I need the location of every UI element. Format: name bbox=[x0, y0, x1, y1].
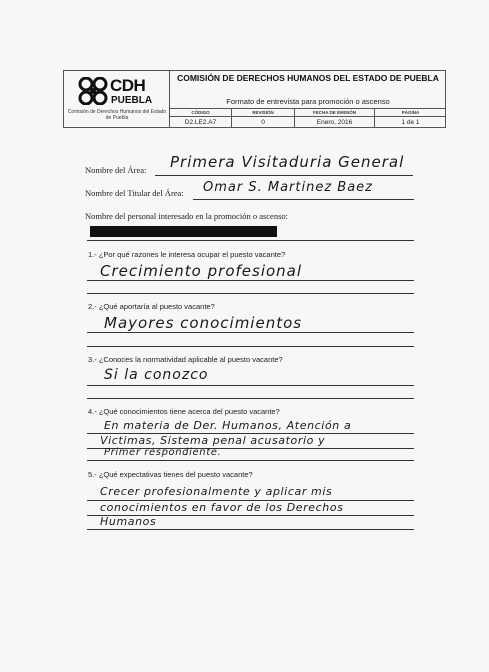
document-subtitle: Formato de entrevista para promoción o ascenso bbox=[226, 97, 390, 106]
answer-2-rule-1 bbox=[87, 332, 414, 333]
logo-cell bbox=[64, 71, 170, 127]
answer-1-line-1: Crecimiento profesional bbox=[100, 262, 303, 280]
answer-3-line-1: Si la conozco bbox=[104, 367, 209, 383]
meta-codigo-value: D2.LE2.A7 bbox=[184, 119, 217, 126]
logo-caption: Comisión de Derechos Humanos del Estado de Puebla bbox=[67, 109, 167, 121]
answer-4-rule-3 bbox=[87, 460, 414, 461]
area-label: Nombre del Área: bbox=[85, 165, 147, 175]
titular-line bbox=[193, 199, 414, 200]
answer-2-rule-2 bbox=[87, 346, 414, 347]
meta-fecha-label: FECHA DE EMISIÓN bbox=[295, 109, 374, 117]
question-2: 2.- ¿Qué aportaría al puesto vacante? bbox=[88, 302, 215, 311]
titular-value: Omar S. Martinez Baez bbox=[203, 180, 373, 195]
cdh-logo-icon bbox=[78, 77, 108, 105]
logo-text: CDH bbox=[110, 76, 146, 95]
answer-2-line-1: Mayores conocimientos bbox=[104, 314, 303, 332]
answer-3-rule-1 bbox=[87, 385, 414, 386]
meta-pagina-value: 1 de 1 bbox=[401, 119, 420, 126]
document-header bbox=[63, 70, 446, 128]
answer-5-line-1: Crecer profesionalmente y aplicar mis bbox=[100, 485, 333, 498]
question-5: 5.- ¿Qué expectativas tienes del puesto vacante? bbox=[88, 470, 253, 479]
meta-fecha-value: Enero, 2016 bbox=[316, 119, 353, 126]
meta-codigo-label: CÓDIGO bbox=[170, 109, 231, 117]
meta-revision-label: REVISIÓN bbox=[232, 109, 294, 117]
logo-subtext: PUEBLA bbox=[111, 95, 153, 106]
titular-label: Nombre del Titular del Área: bbox=[85, 188, 184, 198]
document-meta bbox=[170, 108, 446, 128]
question-1: 1.- ¿Por qué razones le interesa ocupar el puesto vacante? bbox=[88, 250, 286, 259]
document-title: COMISIÓN DE DERECHOS HUMANOS DEL ESTADO DE PUEBLA bbox=[177, 73, 439, 83]
answer-5-line-3: Humanos bbox=[100, 515, 157, 528]
meta-pagina bbox=[375, 109, 446, 128]
answer-4-line-2: Victimas, Sistema penal acusatorio y bbox=[100, 434, 326, 447]
meta-codigo bbox=[170, 109, 232, 128]
meta-revision-value: 0 bbox=[261, 119, 265, 126]
answer-4-line-3: Primer respondiente. bbox=[104, 447, 222, 458]
question-3: 3.- ¿Conoces la normatividad aplicable al puesto vacante? bbox=[88, 355, 283, 364]
question-4: 4.- ¿Qué conocimientos tiene acerca del puesto vacante? bbox=[88, 407, 280, 416]
answer-5-line-2: conocimientos en favor de los Derechos bbox=[100, 501, 344, 514]
answer-5-rule-3 bbox=[87, 529, 414, 530]
meta-revision bbox=[232, 109, 295, 128]
meta-pagina-label: PÁGINA bbox=[375, 109, 446, 117]
personal-line bbox=[87, 240, 414, 241]
answer-4-line-1: En materia de Der. Humanos, Atención a bbox=[104, 419, 352, 432]
meta-fecha bbox=[295, 109, 375, 128]
answer-1-rule-1 bbox=[87, 280, 414, 281]
personal-label: Nombre del personal interesado en la promoción o ascenso: bbox=[85, 211, 288, 221]
answer-1-rule-2 bbox=[87, 293, 414, 294]
answer-3-rule-2 bbox=[87, 398, 414, 399]
area-line bbox=[155, 175, 413, 176]
redaction-block bbox=[90, 226, 277, 237]
area-value: Primera Visitaduria General bbox=[170, 153, 405, 171]
